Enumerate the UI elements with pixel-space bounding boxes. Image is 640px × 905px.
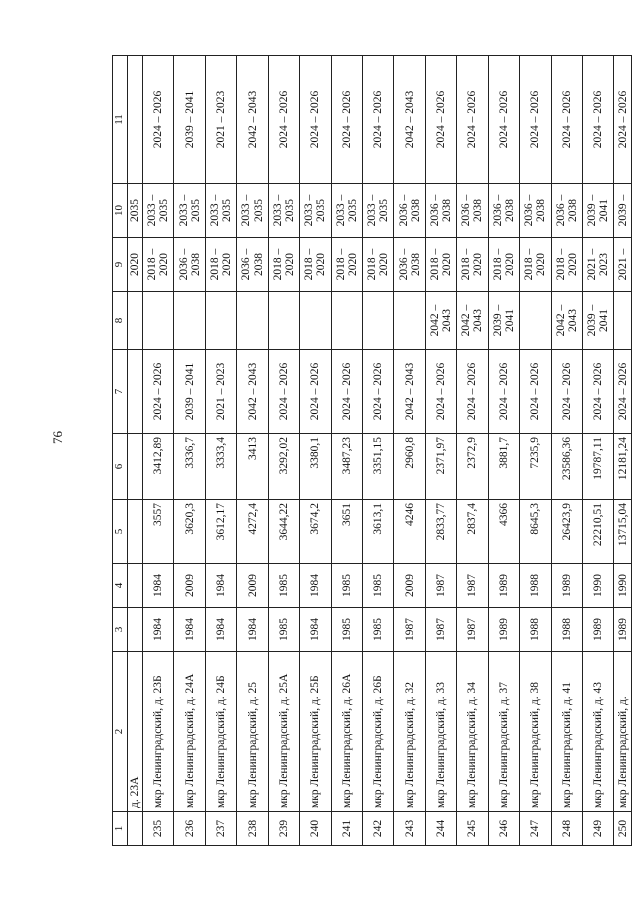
area-cell: 3613,1 [363, 500, 394, 564]
period-cell: 2036 – 2038 [174, 238, 205, 292]
row-number-cell: 237 [205, 812, 236, 846]
address-cell: мкр Ленинградский, д. 43 [582, 652, 613, 812]
period-cell: 2024 – 2026 [520, 56, 551, 184]
address-cell: мкр Ленинградский, д. 25Б [300, 652, 331, 812]
area-living-cell: 2372,9 [457, 434, 488, 500]
period-cell: 2018 – 2020 [425, 238, 456, 292]
area-living-cell: 3881,7 [488, 434, 519, 500]
build-year-cell: 1989 [582, 608, 613, 652]
row-number-cell: 248 [551, 812, 582, 846]
year-cell: 2009 [394, 564, 425, 608]
table-row [425, 56, 456, 846]
period-cell [394, 292, 425, 350]
period-cell: 2021 – 2023 [205, 350, 236, 434]
period-cell: 2033 – 2035 [205, 184, 236, 238]
period-cell: 2036 – 2038 [394, 238, 425, 292]
area-cell: 13715,04 [614, 500, 632, 564]
row-number-cell: 235 [143, 812, 174, 846]
address-cell: мкр Ленинградский, д. [614, 652, 632, 812]
area-living-cell: 2960,8 [394, 434, 425, 500]
year-cell: 1984 [143, 564, 174, 608]
row-number-cell: 239 [268, 812, 299, 846]
year-cell: 1985 [363, 564, 394, 608]
period-cell: 2024 – 2026 [488, 56, 519, 184]
period-cell: 2024 – 2026 [363, 56, 394, 184]
period-cell: 2018 – 2020 [300, 238, 331, 292]
period-cell: 2018 – 2020 [268, 238, 299, 292]
table-row [363, 56, 394, 846]
period-cell: 2042 – 2043 [237, 56, 268, 184]
table-row [174, 56, 205, 846]
address-cell: мкр Ленинградский, д. 41 [551, 652, 582, 812]
year-cell: 1990 [582, 564, 613, 608]
period-cell: 2024 – 2026 [143, 56, 174, 184]
build-year-cell: 1984 [205, 608, 236, 652]
col-header: 3 [113, 608, 128, 652]
build-year-cell: 1987 [457, 608, 488, 652]
period-cell: 2036 – 2038 [457, 184, 488, 238]
period-cell: 2042 – 2043 [237, 350, 268, 434]
col-header: 6 [113, 434, 128, 500]
build-year-cell: 1989 [614, 608, 632, 652]
address-cell: мкр Ленинградский, д. 34 [457, 652, 488, 812]
row-number-cell: 241 [331, 812, 362, 846]
build-year-cell: 1988 [520, 608, 551, 652]
period-cell: 2036 – 2038 [394, 184, 425, 238]
area-cell: 8645,3 [520, 500, 551, 564]
rotated-table-wrapper [112, 56, 632, 846]
col-header: 2 [113, 652, 128, 812]
row-number-cell: 244 [425, 812, 456, 846]
col-header: 9 [113, 238, 128, 292]
area-living-cell: 23586,36 [551, 434, 582, 500]
area-living-cell: 3413 [237, 434, 268, 500]
area-cell: 3674,2 [300, 500, 331, 564]
table-row [394, 56, 425, 846]
year-cell: 1985 [331, 564, 362, 608]
period-cell: 2024 – 2026 [520, 350, 551, 434]
year-cell: 1985 [268, 564, 299, 608]
col-header: 5 [113, 500, 128, 564]
period-cell: 2024 – 2026 [551, 56, 582, 184]
period-cell [331, 292, 362, 350]
address-cell: мкр Ленинградский, д. 25 [237, 652, 268, 812]
table-row [614, 56, 632, 846]
year-cell: 1989 [488, 564, 519, 608]
period-cell: 2024 – 2026 [425, 350, 456, 434]
address-cell: мкр Ленинградский, д. 26Б [363, 652, 394, 812]
period-cell: 2039 – 2041 [174, 350, 205, 434]
col-header: 10 [113, 184, 128, 238]
period-cell: 2024 – 2026 [582, 56, 613, 184]
address-cell: мкр Ленинградский, д. 38 [520, 652, 551, 812]
address-cell: мкр Ленинградский, д. 25А [268, 652, 299, 812]
period-cell: 2036 – 2038 [488, 184, 519, 238]
period-cell: 2018 – 2020 [488, 238, 519, 292]
area-cell: 3644,22 [268, 500, 299, 564]
table-row [488, 56, 519, 846]
period-cell: 2033 – 2035 [363, 184, 394, 238]
row-number-cell: 245 [457, 812, 488, 846]
col-header: 7 [113, 350, 128, 434]
period-cell: 2018 – 2020 [520, 238, 551, 292]
address-cell: мкр Ленинградский, д. 24А [174, 652, 205, 812]
period-cell: 2018 – 2020 [331, 238, 362, 292]
area-living-cell: 7235,9 [520, 434, 551, 500]
area-cell: 3557 [143, 500, 174, 564]
row-number-cell: 246 [488, 812, 519, 846]
year-cell: 1987 [425, 564, 456, 608]
row-number-cell: 243 [394, 812, 425, 846]
period-cell [205, 292, 236, 350]
period-cell: 2024 – 2026 [488, 350, 519, 434]
build-year-cell: 1984 [143, 608, 174, 652]
period-cell [237, 292, 268, 350]
build-year-cell: 1985 [331, 608, 362, 652]
area-cell: 3612,17 [205, 500, 236, 564]
continuation-row [128, 56, 143, 846]
period-cell [520, 292, 551, 350]
period-cell: 2036 – 2038 [237, 238, 268, 292]
col-header: 4 [113, 564, 128, 608]
area-cell: 3651 [331, 500, 362, 564]
row-number-cell: 250 [614, 812, 632, 846]
address-cell: мкр Ленинградский, д. 33 [425, 652, 456, 812]
period-cell: 2036 – 2038 [425, 184, 456, 238]
period-cell: 2018 – 2020 [205, 238, 236, 292]
period-cell: 2024 – 2026 [614, 350, 632, 434]
area-living-cell: 3487,23 [331, 434, 362, 500]
period-cell: 2024 – 2026 [425, 56, 456, 184]
year-cell: 1989 [551, 564, 582, 608]
year-cell: 1988 [520, 564, 551, 608]
period-cell: 2024 – 2026 [363, 350, 394, 434]
col9-cell: 2020 [128, 238, 143, 292]
header-row [113, 56, 128, 846]
address-cell: мкр Ленинградский, д. 37 [488, 652, 519, 812]
period-cell: 2039 – 2041 [582, 184, 613, 238]
table-row [457, 56, 488, 846]
period-cell: 2039 – 2041 [174, 56, 205, 184]
build-year-cell: 1984 [237, 608, 268, 652]
area-cell: 3620,3 [174, 500, 205, 564]
row-number-cell: 242 [363, 812, 394, 846]
period-cell: 2033 – 2035 [300, 184, 331, 238]
address-cell: мкр Ленинградский, д. 24Б [205, 652, 236, 812]
period-cell: 2042 – 2043 [425, 292, 456, 350]
period-cell: 2018 – 2020 [363, 238, 394, 292]
col10-cell: 2035 [128, 184, 143, 238]
build-year-cell: 1987 [394, 608, 425, 652]
period-cell: 2042 – 2043 [394, 350, 425, 434]
period-cell: 2024 – 2026 [300, 350, 331, 434]
area-cell: 4246 [394, 500, 425, 564]
period-cell: 2018 – 2020 [143, 238, 174, 292]
period-cell: 2039 – 2041 [488, 292, 519, 350]
year-cell: 1990 [614, 564, 632, 608]
period-cell: 2024 – 2026 [331, 350, 362, 434]
period-cell: 2024 – 2026 [300, 56, 331, 184]
period-cell: 2033 – 2035 [331, 184, 362, 238]
period-cell: 2021 – 2023 [582, 238, 613, 292]
row-number-cell: 240 [300, 812, 331, 846]
area-cell: 22210,51 [582, 500, 613, 564]
period-cell: 2042 – 2043 [394, 56, 425, 184]
build-year-cell: 1985 [363, 608, 394, 652]
table-row [520, 56, 551, 846]
build-year-cell: 1989 [488, 608, 519, 652]
period-cell [174, 292, 205, 350]
period-cell: 2024 – 2026 [268, 350, 299, 434]
table-row [300, 56, 331, 846]
col-header: 1 [113, 812, 128, 846]
period-cell: 2036 – 2038 [520, 184, 551, 238]
period-cell: 2024 – 2026 [614, 56, 632, 184]
col-header: 8 [113, 292, 128, 350]
area-cell: 2837,4 [457, 500, 488, 564]
period-cell: 2033 – 2035 [174, 184, 205, 238]
period-cell: 2042 – 2043 [457, 292, 488, 350]
period-cell: 2033 – 2035 [237, 184, 268, 238]
year-cell: 2009 [174, 564, 205, 608]
area-living-cell: 3351,15 [363, 434, 394, 500]
address-cell: мкр Ленинградский, д. 26А [331, 652, 362, 812]
period-cell: 2039 – 2041 [582, 292, 613, 350]
period-cell: 2018 – 2020 [551, 238, 582, 292]
year-cell: 2009 [237, 564, 268, 608]
address-cell: мкр Ленинградский, д. 23Б [143, 652, 174, 812]
period-cell: 2024 – 2026 [551, 350, 582, 434]
area-living-cell: 12181,24 [614, 434, 632, 500]
period-cell: 2024 – 2026 [457, 56, 488, 184]
row-number-cell: 236 [174, 812, 205, 846]
area-living-cell: 3336,7 [174, 434, 205, 500]
period-cell: 2024 – 2026 [268, 56, 299, 184]
build-year-cell: 1984 [300, 608, 331, 652]
period-cell [143, 292, 174, 350]
period-cell [300, 292, 331, 350]
year-cell: 1987 [457, 564, 488, 608]
period-cell: 2033 – 2035 [143, 184, 174, 238]
area-living-cell: 19787,11 [582, 434, 613, 500]
col-header: 11 [113, 56, 128, 184]
build-year-cell: 1984 [174, 608, 205, 652]
row-number-cell: 238 [237, 812, 268, 846]
period-cell: 2024 – 2026 [331, 56, 362, 184]
page-number: 76 [50, 431, 65, 444]
period-cell: 2033 – 2035 [268, 184, 299, 238]
area-cell: 26423,9 [551, 500, 582, 564]
row-number-cell: 247 [520, 812, 551, 846]
period-cell: 2018 – 2020 [457, 238, 488, 292]
period-cell: 2024 – 2026 [143, 350, 174, 434]
period-cell: 2021 – [614, 238, 632, 292]
period-cell [614, 292, 632, 350]
period-cell [363, 292, 394, 350]
area-living-cell: 3292,02 [268, 434, 299, 500]
period-cell: 2036 – 2038 [551, 184, 582, 238]
build-year-cell: 1985 [268, 608, 299, 652]
table-row [582, 56, 613, 846]
table-row [237, 56, 268, 846]
table-row [551, 56, 582, 846]
period-cell: 2042 – 2043 [551, 292, 582, 350]
address-cell: д. 23А [128, 652, 143, 812]
repair-schedule-table [112, 55, 632, 846]
area-cell: 4366 [488, 500, 519, 564]
area-living-cell: 2371,97 [425, 434, 456, 500]
period-cell: 2024 – 2026 [457, 350, 488, 434]
table-row [143, 56, 174, 846]
build-year-cell: 1988 [551, 608, 582, 652]
row-number-cell: 249 [582, 812, 613, 846]
table-row [268, 56, 299, 846]
period-cell: 2024 – 2026 [582, 350, 613, 434]
area-cell: 4272,4 [237, 500, 268, 564]
year-cell: 1984 [205, 564, 236, 608]
table-row [331, 56, 362, 846]
period-cell: 2039 – [614, 184, 632, 238]
area-living-cell: 3412,89 [143, 434, 174, 500]
area-living-cell: 3333,4 [205, 434, 236, 500]
area-living-cell: 3380,1 [300, 434, 331, 500]
period-cell: 2021 – 2023 [205, 56, 236, 184]
period-cell [268, 292, 299, 350]
year-cell: 1984 [300, 564, 331, 608]
table-row [205, 56, 236, 846]
area-cell: 2833,77 [425, 500, 456, 564]
address-cell: мкр Ленинградский, д. 32 [394, 652, 425, 812]
build-year-cell: 1987 [425, 608, 456, 652]
